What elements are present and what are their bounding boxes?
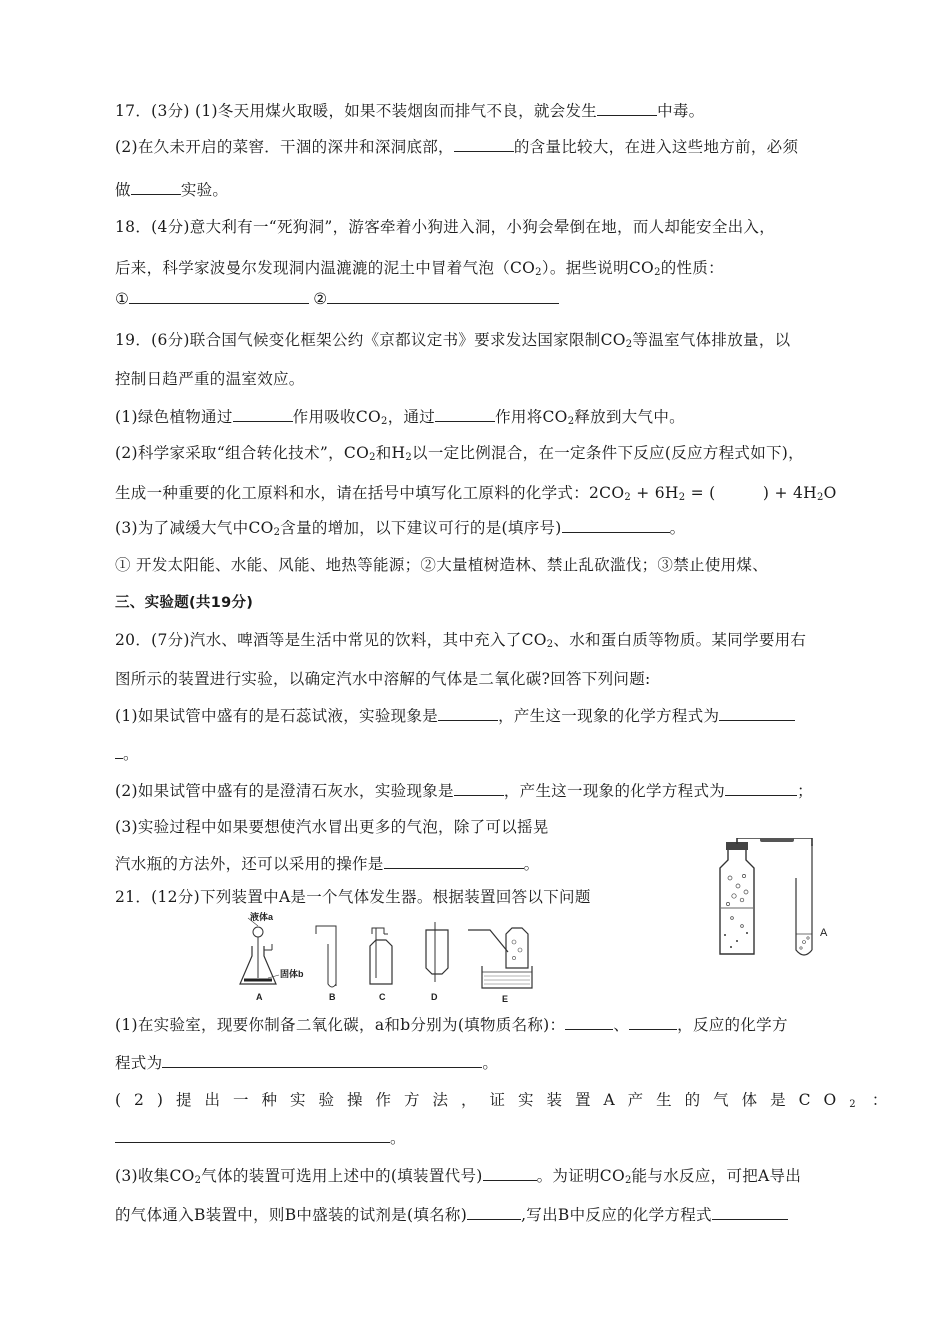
q20-text: (1)如果试管中盛有的是石蕊试液，实验现象是 <box>115 707 439 725</box>
q20-blank-4[interactable] <box>725 781 797 796</box>
subscript: 2 <box>546 639 554 650</box>
q18-marker-2: ② <box>313 290 328 308</box>
q20-text: 图所示的装置进行实验，以确定汽水中溶解的气体是二氧化碳?回答下列问题: <box>115 670 651 688</box>
q19-text: 释放到大气中。 <box>574 408 685 426</box>
subscript: 2 <box>369 452 376 463</box>
q21-p2-line2 <box>115 1128 406 1148</box>
q21-blank-5[interactable] <box>483 1166 537 1181</box>
subscript: 2 <box>381 416 388 427</box>
q21-p3-line2 <box>115 1205 788 1225</box>
q18-line1 <box>115 217 775 237</box>
q21-blank-3[interactable] <box>162 1053 482 1068</box>
q20-p1-line2 <box>115 744 139 764</box>
apparatus-label-e: E <box>502 994 509 1004</box>
q19-text: (3)为了减缓大气中CO <box>115 519 274 537</box>
q17-text: (2)在久未开启的菜窖．干涸的深井和深洞底部， <box>115 138 454 156</box>
q20-text: 。 <box>523 855 540 873</box>
q20-text: 。 <box>123 745 139 763</box>
q19-line2 <box>115 369 305 389</box>
q20-text: 汽水瓶的方法外，还可以采用的操作是 <box>115 855 384 873</box>
q20-line2 <box>115 669 651 689</box>
section-title: 三、实验题(共19分) <box>115 595 254 611</box>
apparatus-label-d: D <box>431 992 438 1002</box>
q18-text: 后来，科学家波曼尔发现洞内温漉漉的泥土中冒着气泡（CO <box>115 259 536 277</box>
q19-p2 <box>115 443 804 468</box>
apparatus-label-c: C <box>379 992 386 1002</box>
subscript: 2 <box>849 1099 856 1110</box>
q19-text: (1)绿色植物通过 <box>115 408 233 426</box>
q21-text: 的气体通入B装置中，则B中盛装的试剂是(填名称) <box>115 1206 468 1224</box>
q19-p1 <box>115 407 685 432</box>
q17-text: 的含量比较大，在进入这些地方前，必须 <box>513 138 799 156</box>
q19-options-text: ① 开发太阳能、水能、风能、地热等能源；②大量植树造林、禁止乱砍滥伐；③禁止使用煤、 <box>115 556 769 574</box>
q19-text: 19．(6分)联合国气候变化框架公约《京都议定书》要求发达国家限制CO <box>115 331 626 349</box>
q17-text: 实验。 <box>180 181 229 199</box>
q21-text: 能与水反应，可把A导出 <box>631 1167 802 1185</box>
q18-blank-1[interactable] <box>129 289 309 304</box>
q21-text: (2)提出一种实验操作方法，证实装置A产生的气体是CO <box>115 1091 850 1109</box>
q17-line2 <box>115 137 798 157</box>
q21-p1 <box>115 1015 788 1035</box>
q18-marker-1: ① <box>115 290 130 308</box>
q21-p2 <box>115 1090 888 1115</box>
q21-text: ，反应的化学方 <box>677 1016 788 1034</box>
q20-text: ； <box>797 782 813 800</box>
q19-text: 和H <box>375 444 406 462</box>
section-heading <box>115 593 253 613</box>
q20-p1 <box>115 706 795 726</box>
q19-options <box>115 555 768 575</box>
q19-text: = ( ) + 4H <box>685 484 817 502</box>
q21-text: 气体的装置可选用上述中的(填装置代号) <box>201 1167 483 1185</box>
q17-line3 <box>115 180 228 200</box>
subscript: 2 <box>624 1175 632 1186</box>
q20-text: 、水和蛋白质等物质。某同学要用右 <box>553 631 807 649</box>
q21-blank-2[interactable] <box>629 1015 677 1030</box>
q17-blank-3[interactable] <box>131 180 181 195</box>
q21-text: 、 <box>613 1016 630 1034</box>
q17-blank-2[interactable] <box>454 137 514 152</box>
q18-text: 18．(4分)意大利有一“死狗洞”，游客牵着小狗进入洞，小狗会晕倒在地，而人却能安全出入， <box>115 218 776 236</box>
q17-text: 17．(3分) (1)冬天用煤火取暖，如果不装烟囱而排气不良，就会发生 <box>115 102 598 120</box>
subscript: 2 <box>194 1175 202 1186</box>
apparatus-label-b: B <box>329 992 336 1002</box>
liquid-a-label: 液体a <box>250 912 274 922</box>
subscript: 2 <box>567 416 575 427</box>
apparatus-a-to-e-diagram <box>232 912 547 1004</box>
q18-line2 <box>115 258 724 283</box>
q21-text: 。 <box>482 1054 499 1072</box>
q20-p3 <box>115 817 549 837</box>
q21-text: 。为证明CO <box>536 1167 625 1185</box>
q19-text: 含量的增加，以下建议可行的是(填序号) <box>280 519 562 537</box>
q17-text: 中毒。 <box>657 102 705 120</box>
q20-text: (3)实验过程中如果要想使汽水冒出更多的气泡，除了可以摇晃 <box>115 818 549 836</box>
q20-p2 <box>115 781 813 801</box>
solid-b-label: 固体b <box>280 969 304 979</box>
q19-text: 等温室气体排放量，以 <box>632 331 791 349</box>
subscript: 2 <box>535 267 542 278</box>
bottle-tube-diagram <box>712 838 842 962</box>
q20-blank-2-cont[interactable] <box>115 744 123 759</box>
q17-text: 做 <box>115 181 131 199</box>
tube-label-a: A <box>820 927 828 939</box>
q19-text: 。 <box>669 519 686 537</box>
q20-blank-3[interactable] <box>454 781 504 796</box>
q20-blank-1[interactable] <box>438 706 498 721</box>
q18-text: 的性质： <box>660 259 724 277</box>
q19-p2-line2 <box>115 483 837 508</box>
subscript: 2 <box>816 492 824 503</box>
q19-text: 控制日趋严重的温室效应。 <box>115 370 305 388</box>
q21-p3 <box>115 1166 801 1191</box>
q21-line1 <box>115 887 591 907</box>
q20-p3-line2 <box>115 854 539 874</box>
q19-line1 <box>115 330 790 355</box>
q20-blank-2[interactable] <box>719 706 795 721</box>
q21-blank-7[interactable] <box>712 1205 788 1220</box>
q19-blank-3[interactable] <box>562 518 670 533</box>
q20-text: ，产生这一现象的化学方程式为 <box>503 782 726 800</box>
q18-blank-2[interactable] <box>327 289 559 304</box>
q19-blank-1[interactable] <box>233 407 293 422</box>
subscript: 2 <box>624 492 632 503</box>
q21-apparatus-figure <box>232 912 547 1004</box>
q18-line3 <box>115 289 559 309</box>
q20-apparatus-figure <box>712 838 842 962</box>
q19-text: + 6H <box>631 484 679 502</box>
q21-blank-4[interactable] <box>115 1128 390 1143</box>
q19-text: 以一定比例混合，在一定条件下反应(反应方程式如下)， <box>412 444 804 462</box>
subscript: 2 <box>654 267 661 278</box>
q21-text: 21．(12分)下列装置中A是一个气体发生器。根据装置回答以下问题 <box>115 888 591 906</box>
q21-text: (1)在实验室，现要你制备二氧化碳，a和b分别为(填物质名称)： <box>115 1016 566 1034</box>
q21-blank-6[interactable] <box>467 1205 521 1220</box>
q18-text: ）。据些说明CO <box>541 259 655 277</box>
subscript: 2 <box>625 339 633 350</box>
q20-line1 <box>115 630 806 655</box>
apparatus-label-a: A <box>256 992 263 1002</box>
q20-text: 20．(7分)汽水、啤酒等是生活中常见的饮料，其中充入了CO <box>115 631 547 649</box>
q21-text: (3)收集CO <box>115 1167 195 1185</box>
q21-blank-1[interactable] <box>565 1015 613 1030</box>
q17-blank-1[interactable] <box>597 101 657 116</box>
q21-text: 程式为 <box>115 1054 163 1072</box>
q19-text: 作用吸收CO <box>292 408 382 426</box>
subscript: 2 <box>678 492 686 503</box>
q19-blank-2[interactable] <box>435 407 495 422</box>
q19-p3 <box>115 518 685 543</box>
q19-text: (2)科学家采取“组合转化技术”，CO <box>115 444 370 462</box>
subscript: 2 <box>405 452 413 463</box>
q19-text: O <box>823 484 837 502</box>
q21-text: ： <box>871 1091 888 1109</box>
q21-p1-line2 <box>115 1053 498 1073</box>
q19-text: 作用将CO <box>495 408 568 426</box>
subscript: 2 <box>273 527 281 538</box>
q19-text: 生成一种重要的化工原料和水，请在括号中填写化工原料的化学式：2CO <box>115 484 625 502</box>
q19-text: ，通过 <box>387 408 436 426</box>
q20-text: (2)如果试管中盛有的是澄清石灰水，实验现象是 <box>115 782 454 800</box>
q21-text: 。 <box>390 1129 406 1147</box>
q20-text: ，产生这一现象的化学方程式为 <box>498 707 720 725</box>
q17-line1 <box>115 101 704 121</box>
q21-text: ,写出B中反应的化学方程式 <box>521 1206 712 1224</box>
q20-blank-5[interactable] <box>384 854 524 869</box>
